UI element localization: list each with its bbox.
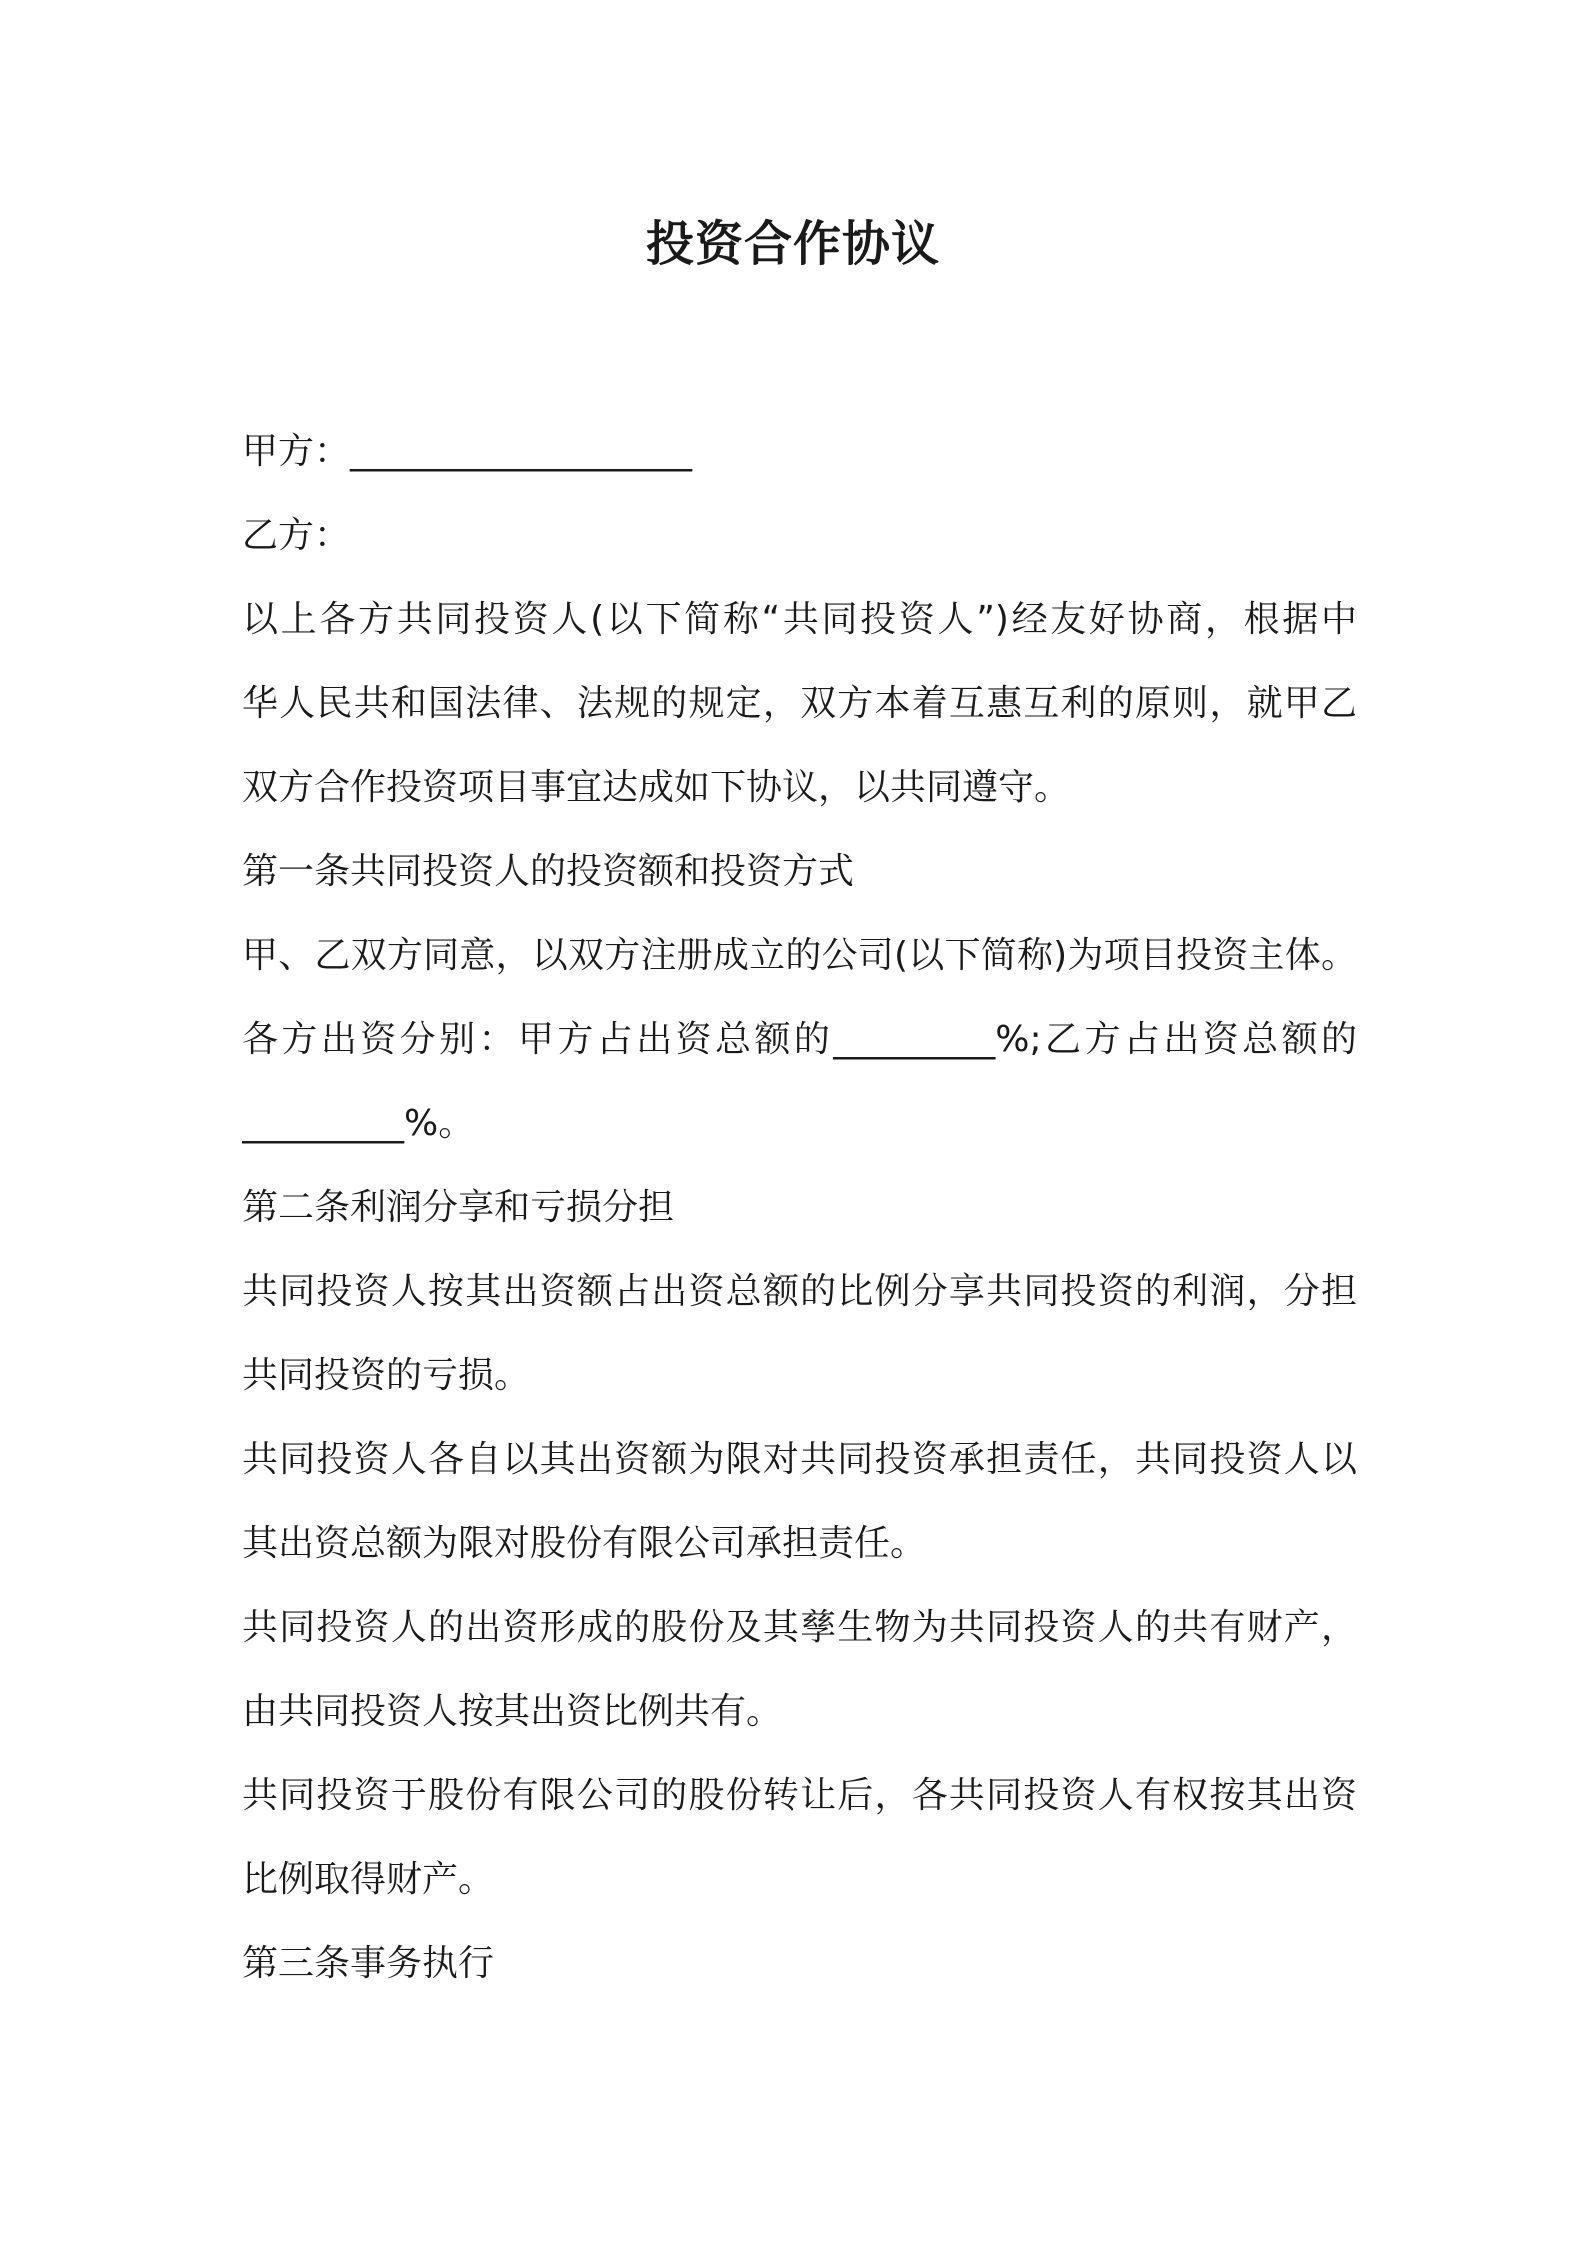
article-1-heading: 第一条共同投资人的投资额和投资方式 [242,851,855,892]
article-2-paragraph-2-line-1: 共同投资人各自以其出资额为限对共同投资承担责任，共同投资人以 [242,1439,1357,1480]
article-1-paragraph-2-line-1: 各方出资分别：甲方占出资总额的_________%;乙方占出资总额的 [242,1019,1357,1060]
preamble-line-3: 双方合作投资项目事宜达成如下协议，以共同遵守。 [242,767,1071,808]
article-3-heading: 第三条事务执行 [242,1943,495,1984]
document-title: 投资合作协议 [645,216,940,272]
article-2-paragraph-2-line-2: 其出资总额为限对股份有限公司承担责任。 [242,1523,927,1564]
article-1-paragraph-2-line-2: _________%。 [242,1103,475,1144]
article-2-paragraph-4-line-2: 比例取得财产。 [242,1859,495,1900]
article-2-paragraph-1-line-1: 共同投资人按其出资额占出资总额的比例分享共同投资的利润，分担 [242,1271,1357,1312]
party-b-line: 乙方： [242,515,351,556]
article-2-paragraph-3-line-1: 共同投资人的出资形成的股份及其孳生物为共同投资人的共有财产， [242,1607,1357,1648]
article-2-paragraph-1-line-2: 共同投资的亏损。 [242,1355,531,1396]
article-2-paragraph-4-line-1: 共同投资于股份有限公司的股份转让后，各共同投资人有权按其出资 [242,1775,1357,1816]
preamble-line-1: 以上各方共同投资人(以下简称“共同投资人”)经友好协商，根据中 [242,599,1357,640]
document-body [242,410,1357,2006]
article-2-heading: 第二条利润分享和亏损分担 [242,1187,675,1228]
preamble-line-2: 华人民共和国法律、法规的规定，双方本着互惠互利的原则，就甲乙 [242,683,1357,724]
article-2-paragraph-3-line-2: 由共同投资人按其出资比例共有。 [242,1691,783,1732]
party-a-line: 甲方：___________________ [242,431,693,472]
article-1-paragraph-1: 甲、乙双方同意，以双方注册成立的公司(以下简称)为项目投资主体。 [242,935,1357,976]
